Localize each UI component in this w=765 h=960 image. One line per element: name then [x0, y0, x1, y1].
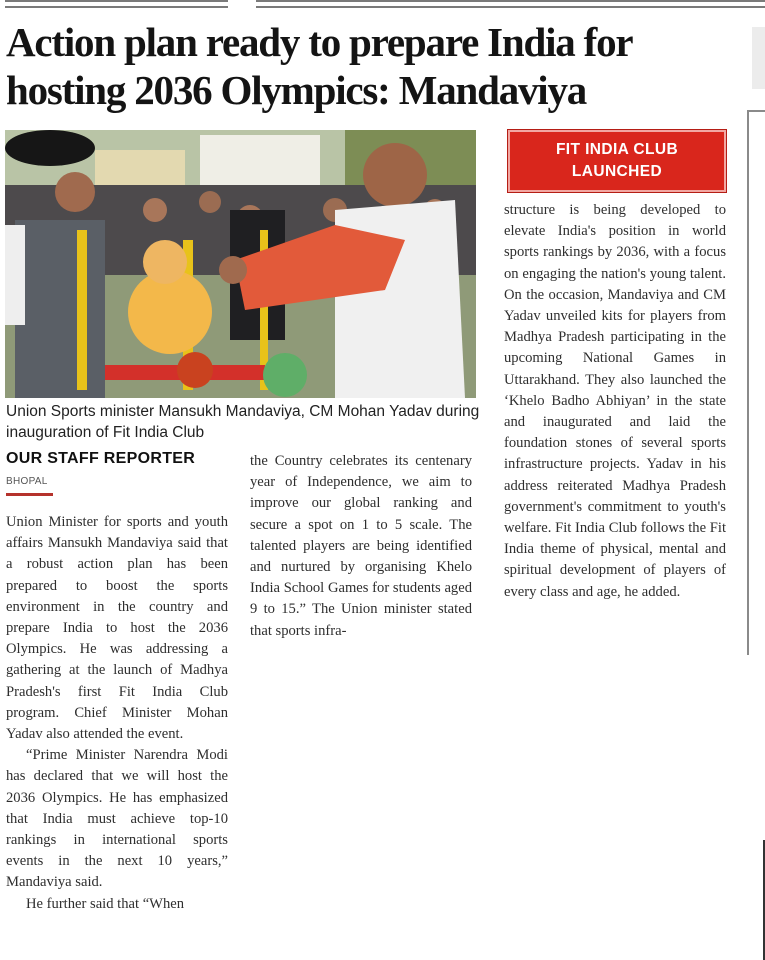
article-photo: [5, 130, 476, 398]
balloon-green: [263, 353, 307, 397]
headline: Action plan ready to prepare India for hosting 2036 Olympics: Mandaviya: [6, 19, 632, 113]
article-column-1: [6, 512, 228, 915]
photo-caption: Union Sports minister Mansukh Mandaviya, CM Mohan Yadav during inauguration of Fit India Club: [6, 403, 480, 441]
equipment-handle: [77, 230, 87, 390]
sidebar-heading-box: [508, 130, 726, 192]
photo-building: [95, 150, 185, 190]
marigold-garland: [177, 352, 213, 388]
adjacent-article-edge: [752, 27, 765, 89]
crowd-face: [199, 191, 221, 213]
dateline: BHOPAL: [6, 476, 48, 487]
byline: OUR STAFF REPORTER: [6, 450, 196, 467]
photo-illustration: [5, 130, 476, 398]
column-rule: [747, 110, 765, 655]
top-rule-right: [256, 0, 765, 8]
photo-banner: [200, 135, 320, 185]
top-rule-left: [5, 0, 228, 8]
sidebar-heading: FIT INDIA CLUB LAUNCHED: [555, 141, 679, 180]
dateline-accent-bar: [6, 493, 53, 496]
crowd-face: [143, 198, 167, 222]
body-paragraph: Union Minister for sports and youth affairs Mansukh Mandaviya said that a robust action plan has been prepared to boost the sports environment in the country and prepare India to host the 2036 Olympics. He was addressing a gathering at the launch of Madhya Pradesh's first Fit India Club program. Chief Minister Mohan Yadav also attended the event.: [6, 514, 228, 743]
cm-hand: [219, 256, 247, 284]
minister-sleeve: [5, 225, 25, 325]
body-paragraph: “Prime Minister Narendra Modi has declared that we will host the 2036 Olympics. He has emphasized that India must achieve top-10 rankings in international sports events in the next 10 years,” Mandaviya said.: [6, 747, 228, 891]
article-column-2: [250, 451, 472, 642]
body-paragraph: He further said that “When: [26, 895, 185, 912]
minister-vest: [15, 220, 105, 398]
minister-face: [55, 172, 95, 212]
foreground-blur: [5, 130, 95, 166]
cm-face: [363, 143, 427, 207]
article-column-3: [504, 200, 726, 603]
balloon-orange: [143, 240, 187, 284]
body-paragraph: structure is being developed to elevate India's position in world sports rankings by 2036, with a focus on engaging the nation's young talent. On the occasion, Mandaviya and CM Yadav unveiled kits for players from Madhya Pradesh participating in the upcoming National Games in Uttarakhand. They also launched the ‘Khelo Badho Abhiyan’ in the state and inaugurated and laid the foundation stones of several sports infrastructure projects. Yadav in his address reiterated Madhya Pradesh government's commitment to youth's welfare. Fit India Club follows the Fit India theme of physical, mental and spiritual development of players of every class and age, he added.: [504, 202, 726, 600]
body-paragraph: the Country celebrates its centenary year of Independence, we aim to improve our global ranking and secure a spot on 1 to 5 scale. The talented players are being identified and nurtured by organising Khelo India School Games for students aged 9 to 15.” The Union minister stated that sports infra-: [250, 453, 472, 639]
